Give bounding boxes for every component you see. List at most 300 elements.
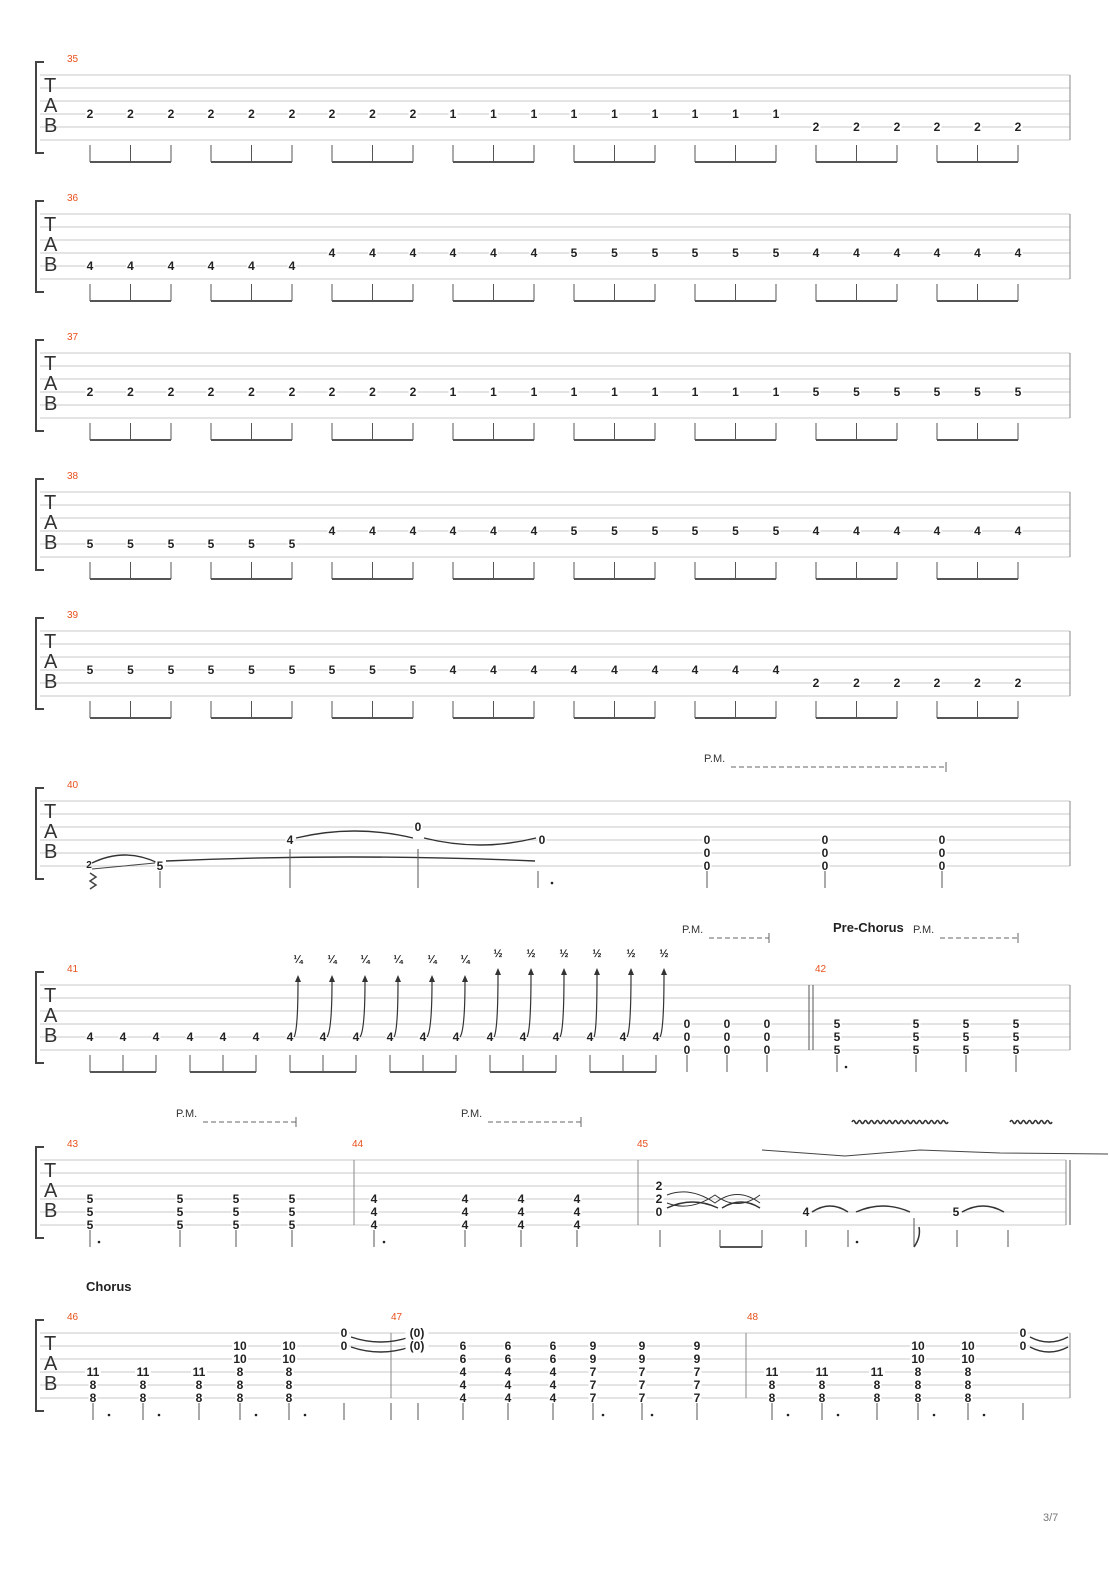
- fret-number: 4: [86, 259, 94, 273]
- fret-number: 4: [802, 1205, 810, 1219]
- measure-number: 44: [352, 1139, 364, 1150]
- fret-number: 10: [282, 1339, 296, 1353]
- fret-number: 4: [651, 663, 659, 677]
- fret-number: 4: [812, 246, 820, 260]
- bend-curve: [594, 974, 597, 1037]
- fret-number: 4: [504, 1365, 512, 1379]
- fret-number: 5: [772, 246, 780, 260]
- fret-number: 4: [519, 1030, 527, 1044]
- fret-number: 0: [723, 1030, 731, 1044]
- tab-clef-t: T: [44, 75, 57, 97]
- fret-number: 4: [570, 663, 578, 677]
- fret-number: 4: [252, 1030, 260, 1044]
- palm-mute-label: P.M.: [176, 1108, 198, 1120]
- fret-number: 11: [86, 1365, 100, 1379]
- fret-number: 5: [812, 385, 820, 399]
- bend-arrowhead: [628, 968, 634, 975]
- vibrato-line: [852, 1121, 948, 1124]
- fret-number: 5: [176, 1192, 184, 1206]
- fret-number: 4: [619, 1030, 627, 1044]
- fret-number: 2: [167, 107, 175, 121]
- fret-number: 0: [821, 833, 829, 847]
- fret-number: 5: [288, 1205, 296, 1219]
- fret-number: 5: [86, 537, 94, 551]
- fret-number: 0: [821, 859, 829, 873]
- fret-number: 4: [772, 663, 780, 677]
- fret-number: 2: [974, 676, 981, 690]
- fret-number: 7: [589, 1378, 597, 1392]
- fret-number: 8: [236, 1365, 244, 1379]
- page-number: 3/7: [1043, 1512, 1059, 1524]
- augmentation-dot: [108, 1414, 111, 1417]
- fret-number: 4: [286, 1030, 294, 1044]
- fret-number: 8: [964, 1365, 972, 1379]
- augmentation-dot: [158, 1414, 161, 1417]
- tie-arc: [166, 857, 535, 861]
- bend-arrowhead: [429, 975, 435, 982]
- fret-number: 4: [352, 1030, 360, 1044]
- fret-number: 4: [853, 524, 860, 538]
- fret-number: 9: [693, 1352, 701, 1366]
- bend-amount: ¼: [293, 954, 303, 966]
- fret-number: 5: [570, 524, 578, 538]
- bend-curve: [627, 974, 631, 1037]
- augmentation-dot: [837, 1414, 840, 1417]
- fret-number: 9: [589, 1352, 597, 1366]
- fret-number: 4: [530, 524, 538, 538]
- fret-number: 4: [611, 663, 618, 677]
- fret-number: 5: [1014, 385, 1022, 399]
- system-bracket: [36, 62, 44, 153]
- fret-number: 4: [549, 1365, 557, 1379]
- fret-number: 2: [86, 385, 94, 399]
- tab-clef-t: T: [44, 631, 57, 653]
- fret-number: 4: [370, 1205, 378, 1219]
- fret-number: 0: [723, 1043, 731, 1057]
- system-bracket: [36, 972, 44, 1063]
- fret-number: 5: [232, 1218, 240, 1232]
- fret-number: 4: [517, 1218, 525, 1232]
- fret-number: 5: [127, 663, 134, 677]
- system-bracket: [36, 618, 44, 709]
- fret-number: 9: [638, 1339, 646, 1353]
- measure-number: 39: [67, 610, 79, 621]
- tab-clef-a: A: [44, 1180, 58, 1202]
- fret-number: 5: [167, 537, 175, 551]
- fret-number: 1: [530, 107, 538, 121]
- tab-clef-b: B: [44, 671, 58, 693]
- fret-number: 8: [139, 1391, 147, 1405]
- fret-number: 1: [772, 107, 780, 121]
- fret-number: 5: [288, 1218, 296, 1232]
- tab-clef-b: B: [44, 1200, 58, 1222]
- fret-number: 0: [683, 1043, 691, 1057]
- fret-number: 4: [207, 259, 215, 273]
- fret-number: 4: [517, 1192, 525, 1206]
- fret-number: 4: [530, 663, 538, 677]
- fret-number: 10: [233, 1352, 247, 1366]
- fret-number: 8: [873, 1391, 881, 1405]
- fret-number: 2: [328, 385, 336, 399]
- fret-number: 4: [186, 1030, 194, 1044]
- palm-mute-label: P.M.: [704, 753, 726, 765]
- fret-number: 5: [156, 859, 164, 873]
- fret-number: 7: [638, 1378, 646, 1392]
- fret-number: 0: [703, 833, 711, 847]
- tie-arc: [1030, 1347, 1068, 1352]
- fret-number: 2: [655, 1179, 663, 1193]
- system-bracket: [36, 201, 44, 292]
- tab-clef-a: A: [44, 651, 58, 673]
- fret-number: 1: [611, 107, 618, 121]
- bend-curve: [527, 974, 531, 1037]
- fret-number: 7: [693, 1365, 701, 1379]
- fret-number: 4: [486, 1030, 494, 1044]
- bend-amount: ¼: [460, 954, 470, 966]
- fret-number: 6: [549, 1352, 557, 1366]
- fret-number: 0: [703, 859, 711, 873]
- fret-number: 5: [912, 1017, 920, 1031]
- fret-number: 5: [962, 1017, 970, 1031]
- fret-number: 8: [139, 1378, 147, 1392]
- bend-arrowhead: [661, 968, 667, 975]
- fret-number: 8: [914, 1365, 922, 1379]
- fret-number: 2: [167, 385, 175, 399]
- bend-amount: ¼: [360, 954, 370, 966]
- fret-number: 4: [691, 663, 699, 677]
- augmentation-dot: [845, 1066, 848, 1069]
- fret-number: 10: [282, 1352, 296, 1366]
- fret-number: 2: [369, 107, 376, 121]
- tab-clef-t: T: [44, 1160, 57, 1182]
- fret-number: 5: [651, 524, 659, 538]
- system-bracket: [36, 479, 44, 570]
- fret-number: 1: [449, 107, 457, 121]
- augmentation-dot: [983, 1414, 986, 1417]
- fret-number: 5: [288, 663, 296, 677]
- fret-number: 1: [449, 385, 457, 399]
- fret-number: 11: [870, 1365, 884, 1379]
- fret-number: 4: [461, 1205, 469, 1219]
- fret-number: 0: [938, 859, 946, 873]
- fret-number: 5: [248, 537, 255, 551]
- tab-clef-b: B: [44, 1373, 58, 1395]
- fret-number: 0: [683, 1030, 691, 1044]
- fret-number: 4: [219, 1030, 227, 1044]
- fret-number: 4: [449, 246, 457, 260]
- fret-number: 4: [461, 1192, 469, 1206]
- bend-arrowhead: [594, 968, 600, 975]
- fret-number: 5: [611, 246, 618, 260]
- fret-number: 4: [328, 524, 336, 538]
- fret-number: 2: [812, 676, 820, 690]
- vibrato-line: [1010, 1121, 1052, 1124]
- fret-number: 5: [952, 1205, 960, 1219]
- fret-number: 4: [449, 663, 457, 677]
- tab-clef-b: B: [44, 254, 58, 276]
- fret-number: 4: [409, 524, 417, 538]
- fret-number: 5: [328, 663, 336, 677]
- fret-number: 2: [86, 107, 94, 121]
- fret-number: 8: [768, 1378, 776, 1392]
- fret-number: 10: [233, 1339, 247, 1353]
- tab-clef-a: A: [44, 512, 58, 534]
- bend-curve: [460, 981, 465, 1037]
- fret-number: 5: [369, 663, 376, 677]
- fret-number: 4: [490, 663, 497, 677]
- fret-number: 2: [655, 1192, 663, 1206]
- fret-number: 5: [176, 1218, 184, 1232]
- note-flag: [914, 1227, 919, 1247]
- augmentation-dot: [602, 1414, 605, 1417]
- fret-number: 5: [732, 246, 739, 260]
- fret-number: 1: [732, 107, 739, 121]
- augmentation-dot: [933, 1414, 936, 1417]
- fret-number: 6: [549, 1339, 557, 1353]
- fret-number: 0: [938, 846, 946, 860]
- fret-number: 0: [1019, 1339, 1027, 1353]
- fret-number: 2: [288, 107, 296, 121]
- fret-number: 0: [340, 1326, 348, 1340]
- bend-amount: ½: [559, 948, 569, 960]
- palm-mute-label: P.M.: [913, 924, 935, 936]
- fret-number: 11: [136, 1365, 150, 1379]
- fret-number: 0: [763, 1043, 771, 1057]
- fret-number: 8: [964, 1391, 972, 1405]
- fret-number: 5: [248, 663, 255, 677]
- fret-number: 10: [911, 1352, 925, 1366]
- fret-number: 4: [449, 524, 457, 538]
- system-bracket: [36, 788, 44, 879]
- fret-number: 8: [285, 1391, 293, 1405]
- bend-amount: ¼: [393, 954, 403, 966]
- fret-number: 4: [1014, 246, 1022, 260]
- fret-number: 6: [459, 1339, 467, 1353]
- fret-number: 4: [369, 524, 376, 538]
- fret-number: 2: [853, 676, 860, 690]
- fret-number: 4: [893, 246, 901, 260]
- fret-number: 0: [414, 820, 422, 834]
- augmentation-dot: [551, 882, 554, 885]
- bend-amount: ½: [659, 948, 669, 960]
- measure-number: 38: [67, 471, 79, 482]
- fret-number: 8: [768, 1391, 776, 1405]
- fret-number: 5: [86, 1192, 94, 1206]
- fret-number: 10: [911, 1339, 925, 1353]
- fret-number: 8: [914, 1378, 922, 1392]
- fret-number: 5: [962, 1030, 970, 1044]
- fret-number: 5: [893, 385, 901, 399]
- tab-clef-b: B: [44, 1025, 58, 1047]
- fret-number: 7: [589, 1365, 597, 1379]
- fret-number: 5: [167, 663, 175, 677]
- bend-amount: ¼: [427, 954, 437, 966]
- bend-amount: ½: [626, 948, 636, 960]
- bend-amount: ½: [493, 948, 503, 960]
- fret-number: 4: [119, 1030, 127, 1044]
- fret-number: 4: [167, 259, 175, 273]
- measure-number: 37: [67, 332, 79, 343]
- fret-number: 2: [1014, 120, 1022, 134]
- system-bracket: [36, 340, 44, 431]
- augmentation-dot: [98, 1241, 101, 1244]
- tie-arc: [92, 855, 158, 863]
- system-bracket: [36, 1320, 44, 1411]
- tab-clef-a: A: [44, 234, 58, 256]
- tie-arc: [667, 1195, 760, 1206]
- fret-number: 2: [248, 385, 255, 399]
- bend-curve: [360, 981, 365, 1037]
- fret-number: 4: [517, 1205, 525, 1219]
- fret-number: 1: [570, 107, 578, 121]
- measure-number: 46: [67, 1312, 79, 1323]
- pre-chorus-label: Pre-Chorus: [833, 920, 904, 935]
- fret-number: 5: [288, 537, 296, 551]
- measure-number: 45: [637, 1139, 649, 1150]
- fret-number: 5: [232, 1192, 240, 1206]
- fret-number: 5: [732, 524, 739, 538]
- fret-number: 5: [207, 537, 215, 551]
- fret-number: 7: [693, 1391, 701, 1405]
- fret-number: 5: [912, 1043, 920, 1057]
- fret-number: 5: [1012, 1030, 1020, 1044]
- fret-number: 5: [833, 1017, 841, 1031]
- fret-number: 0: [538, 833, 546, 847]
- fret-number: 0: [703, 846, 711, 860]
- fret-number: 2: [207, 385, 215, 399]
- fret-number: 10: [961, 1339, 975, 1353]
- bend-arrowhead: [495, 968, 501, 975]
- fret-number: 5: [570, 246, 578, 260]
- fret-number: 2: [409, 107, 417, 121]
- tie-arc: [351, 1347, 410, 1352]
- fret-number: 2: [812, 120, 820, 134]
- fret-number: 0: [723, 1017, 731, 1031]
- measure-number: 36: [67, 193, 79, 204]
- fret-number: 1: [570, 385, 578, 399]
- augmentation-dot: [651, 1414, 654, 1417]
- fret-number: 4: [974, 524, 981, 538]
- palm-mute-label: P.M.: [461, 1108, 483, 1120]
- fret-number: 4: [459, 1378, 467, 1392]
- fret-number: 4: [933, 246, 941, 260]
- bend-amount: ½: [526, 948, 536, 960]
- fret-number: 5: [1012, 1017, 1020, 1031]
- fret-number: 1: [651, 107, 659, 121]
- measure-number: 48: [747, 1312, 759, 1323]
- bend-arrowhead: [295, 975, 301, 982]
- tie-arc: [1030, 1337, 1068, 1342]
- fret-number: 2: [1014, 676, 1022, 690]
- fret-number: 8: [89, 1378, 97, 1392]
- fret-number: 2: [893, 120, 901, 134]
- fret-number: 8: [285, 1365, 293, 1379]
- tab-clef-a: A: [44, 373, 58, 395]
- augmentation-dot: [304, 1414, 307, 1417]
- system-bracket: [36, 1147, 44, 1238]
- fret-number: 9: [693, 1339, 701, 1353]
- fret-number: 1: [691, 107, 699, 121]
- tab-clef-a: A: [44, 821, 58, 843]
- fret-number: 2: [409, 385, 417, 399]
- bend-curve: [327, 981, 332, 1037]
- tab-clef-t: T: [44, 801, 57, 823]
- fret-number: 4: [504, 1378, 512, 1392]
- bend-curve: [427, 981, 432, 1037]
- fret-number: 5: [207, 663, 215, 677]
- fret-number: 5: [86, 663, 94, 677]
- fret-number: 4: [812, 524, 820, 538]
- fret-number: 1: [651, 385, 659, 399]
- fret-number: 5: [651, 246, 659, 260]
- tie-arc: [667, 1192, 760, 1203]
- chorus-label: Chorus: [86, 1279, 132, 1294]
- augmentation-dot: [787, 1414, 790, 1417]
- bend-arrowhead: [395, 975, 401, 982]
- fret-number: 2: [369, 385, 376, 399]
- fret-number: 5: [1012, 1043, 1020, 1057]
- fret-number: 2: [127, 385, 134, 399]
- fret-number: 4: [370, 1218, 378, 1232]
- fret-number: 4: [369, 246, 376, 260]
- fret-number: 6: [504, 1352, 512, 1366]
- fret-number: 0: [340, 1339, 348, 1353]
- fret-number: 0: [763, 1030, 771, 1044]
- measure-number: 40: [67, 780, 79, 791]
- fret-number: 0: [655, 1205, 663, 1219]
- fret-number: 8: [873, 1378, 881, 1392]
- tab-clef-t: T: [44, 353, 57, 375]
- fret-number: 4: [86, 1030, 94, 1044]
- fret-number: (0): [409, 1339, 425, 1353]
- fret-number: 0: [1019, 1326, 1027, 1340]
- fret-number: 10: [961, 1352, 975, 1366]
- bend-arrowhead: [528, 968, 534, 975]
- bend-curve: [560, 974, 564, 1037]
- fret-number: 4: [409, 246, 417, 260]
- fret-number: 5: [962, 1043, 970, 1057]
- fret-number: 4: [319, 1030, 327, 1044]
- tab-clef-b: B: [44, 393, 58, 415]
- tab-clef-b: B: [44, 115, 58, 137]
- fret-number: 7: [693, 1378, 701, 1392]
- fret-number: 5: [288, 1192, 296, 1206]
- fret-number: 4: [152, 1030, 160, 1044]
- bend-curve: [294, 981, 298, 1037]
- fret-number: 1: [490, 107, 497, 121]
- fret-number: (0): [409, 1326, 425, 1340]
- fret-number: 1: [691, 385, 699, 399]
- fret-number: 1: [530, 385, 538, 399]
- fret-number: 5: [86, 1218, 94, 1232]
- fret-number: 2: [127, 107, 134, 121]
- fret-number: 2: [893, 676, 901, 690]
- fret-number: 4: [490, 524, 497, 538]
- tab-clef-b: B: [44, 532, 58, 554]
- fret-number: 5: [127, 537, 134, 551]
- whammy-line: [762, 1150, 1108, 1156]
- fret-number: 4: [974, 246, 981, 260]
- fret-number: 1: [732, 385, 739, 399]
- augmentation-dot: [255, 1414, 258, 1417]
- bend-arrowhead: [561, 968, 567, 975]
- fret-number: 2: [933, 120, 941, 134]
- fret-number: 7: [638, 1365, 646, 1379]
- fret-number: 4: [549, 1391, 557, 1405]
- fret-number: 8: [914, 1391, 922, 1405]
- tie-arc: [424, 838, 536, 845]
- fret-number: 0: [763, 1017, 771, 1031]
